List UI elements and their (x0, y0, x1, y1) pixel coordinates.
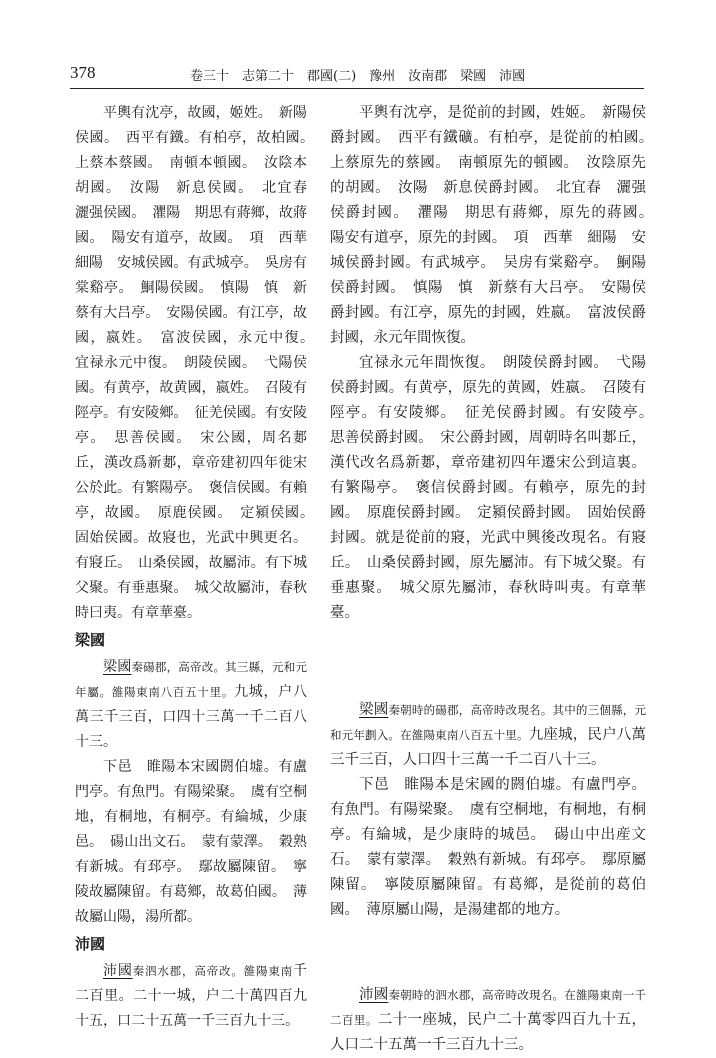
header-rule (70, 88, 644, 89)
original-paragraph-liang (75, 655, 307, 755)
translation-paragraph-liang-counties: 下邑 睢陽本是宋國的閼伯墟。有盧門亭。有魚門。有陽梁聚。 虞有空桐地，有桐地，有桐亭。有綸城，是少康時的城邑。 碭山中出産文石。 蒙有蒙澤。 穀熟有新城。有邳亭。 鄢原屬陳留。 寧陵原屬陳留。有葛鄉，是從前的葛伯國。 薄原屬山陽，是湯建都的地方。 (330, 777, 646, 918)
translation-paragraph-1: 平輿有沈亭，是從前的封國，姓姬。 新陽侯爵封國。 西平有鐵礦。有柏亭，是從前的柏國。 上蔡原先的蔡國。 南頓原先的頓國。 汝陰原先的胡國。 汝陽 新息侯爵封國。 北宜春 灑强侯爵封國。 灈陽 期思有蔣鄉，原先的蔣國。 陽安有道亭，原先的封國。 項 西華 細陽 安城侯爵封國。有武城亭。 吴房有棠谿亭。 鮦陽侯爵封國。 慎陽 慎 新蔡有大吕亭。 安陽侯爵封國。有江亭，原先的封國，姓嬴。 富波侯爵封國，永元年間恢復。 (330, 105, 661, 346)
population-text: 千二百里。二十一城，户二十萬四百九十五，口二十五萬一千三百九十三。 (75, 963, 308, 1029)
population-text: 二十一座城，民户二十萬零四百九十五，人口二十五萬一千三百九十三。 (330, 1012, 647, 1053)
annotation-note: 秦朝時的碭郡，高帝時改現名。其中的三個縣，元和元年劃入。在雒陽東南八百五十里。 (330, 703, 647, 742)
annotation-note: 秦碭郡，高帝改。其三縣，元和元年屬。雒陽東南八百五十里。 (75, 660, 307, 699)
annotation-note: 秦泗水郡，高帝改。雒陽東南 (132, 964, 294, 978)
original-text-column (75, 101, 321, 1034)
section-heading-pei: 沛國 (75, 935, 106, 953)
running-title: 卷三十 志第二十 郡國(二) 豫州 汝南郡 梁國 沛國 (190, 69, 526, 84)
population-text: 九座城，民户八萬三千三百，人口四十三萬一千二百八十三。 (330, 727, 646, 768)
place-name: 梁國 (103, 659, 132, 675)
page-header (70, 63, 644, 85)
original-paragraph-yuzhou: 平輿有沈亭，故國，姬姓。 新陽侯國。 西平有鐵。有柏亭，故柏國。 上蔡本蔡國。 南頓本頓國。 汝陰本胡國。 汝陽 新息侯國。 北宜春 灑强侯國。 灈陽 期思有蔣鄉，故蔣國。 陽安有道亭，故國。 項 西華 細陽 安城侯國。有武城亭。 吳房有棠谿亭。 鮦陽侯國。 慎陽 慎 新蔡有大吕亭。 安陽侯國。有江亭，故國，嬴姓。 富波侯國，永元中復。 宜禄永元中復。 朗陵侯國。 弋陽侯國。有黄亭，故黄國，嬴姓。 召陵有陘亭。有安陵鄉。 征羌侯國。有安陵亭。 思善侯國。 宋公國，周名郪丘，漢改爲新郪，章帝建初四年徙宋公於此。有繁陽亭。 褒信侯國。有賴亭，故國。 原鹿侯國。 定潁侯國。 固始侯國。故寢也，光武中興更名。有寢丘。 山桑侯國，故屬沛。有下城父聚。有垂惠聚。 城父故屬沛，春秋時曰夷。有章華臺。 (75, 105, 321, 621)
original-paragraph-liang-counties: 下邑 睢陽本宋國閼伯墟。有盧門亭。有魚門。有陽梁聚。 虞有空桐地，有桐地，有桐亭。有綸城，少康邑。 碭山出文石。 蒙有蒙澤。 穀熟有新城。有邳亭。 鄢故屬陳留。 寧陵故屬陳留。有葛鄉，故葛伯國。 薄故屬山陽，湯所都。 (75, 759, 307, 925)
place-name: 梁國 (359, 702, 389, 718)
spacer (330, 626, 646, 698)
translation-paragraph-2: 宜禄永元年間恢復。 朗陵侯爵封國。 弋陽侯爵封國。有黄亭，原先的黄國，姓嬴。 召陵有陘亭。有安陵鄉。 征羌侯爵封國。有安陵亭。 思善侯爵封國。 宋公爵封國，周朝時名叫郪丘，漢代改名爲新郪，章帝建初四年遷宋公到這裏。有繁陽亭。 褒信侯爵封國。有賴亭，原先的封國。 原鹿侯爵封國。 定潁侯爵封國。 固始侯爵封國。就是從前的寢，光武中興後改現名。有寢丘。 山桑侯爵封國，原先屬沛。有下城父聚。有垂惠聚。 城父原先屬沛，春秋時叫夷。有章華臺。 (330, 355, 661, 621)
translation-column (330, 101, 661, 1058)
place-name: 沛國 (359, 987, 389, 1003)
translation-paragraph-pei (330, 983, 646, 1058)
section-heading-liang: 梁國 (75, 631, 106, 649)
page-number: 378 (70, 63, 96, 82)
translation-paragraph-liang (330, 698, 646, 773)
original-paragraph-pei (75, 959, 307, 1034)
spacer (330, 923, 646, 983)
place-name: 沛國 (103, 963, 133, 979)
annotation-note: 秦朝時的泗水郡，高帝時改現名。在雒陽東南一千二百里。 (330, 988, 647, 1027)
population-text: 九城，户八萬三千三百，口四十三萬一千二百八十三。 (75, 684, 308, 750)
